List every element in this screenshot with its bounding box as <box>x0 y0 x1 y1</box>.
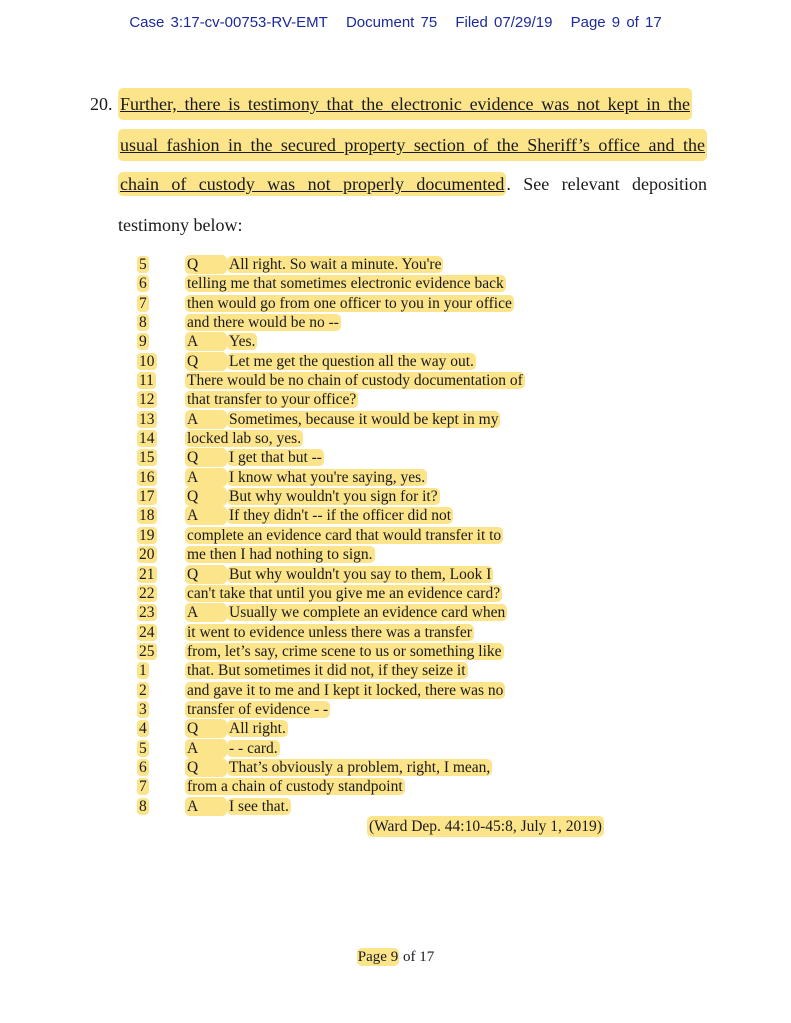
line-number <box>137 468 159 487</box>
line-number-text: 9 <box>139 333 147 351</box>
line-number-text: 7 <box>139 778 147 796</box>
line-number <box>137 661 159 680</box>
testimony-text: it went to evidence unless there was a transfer <box>187 623 472 641</box>
testimony-text: Usually we complete an evidence card when <box>229 604 506 622</box>
line-number-text: 5 <box>139 739 147 757</box>
testimony-text-block <box>185 681 505 700</box>
speaker-label: Q <box>185 719 227 738</box>
citation <box>367 818 604 836</box>
line-number <box>137 313 159 332</box>
line-number <box>137 739 159 758</box>
line-number <box>137 487 159 506</box>
line-number <box>137 565 159 584</box>
speaker-label: Q <box>185 448 227 467</box>
testimony-text: and there would be no -- <box>187 314 339 332</box>
plain-text: testimony below: <box>118 215 243 235</box>
testimony-text: me then I had nothing to sign. <box>187 546 373 564</box>
testimony-text-block <box>185 661 468 680</box>
line-number-text: 11 <box>139 372 154 390</box>
line-number-text: 8 <box>139 314 147 332</box>
testimony-text-block <box>185 468 427 487</box>
speaker-label: A <box>185 797 227 816</box>
line-number-text: 13 <box>139 410 155 428</box>
speaker-label: Q <box>185 255 227 274</box>
testimony-text-block <box>185 758 492 777</box>
testimony-text-block <box>185 371 525 390</box>
testimony-text-block <box>185 700 330 719</box>
testimony-text-block <box>185 448 324 467</box>
testimony-text-block <box>185 797 291 816</box>
testimony-text-block <box>185 274 506 293</box>
testimony-text: But why wouldn't you sign for it? <box>229 488 438 506</box>
speaker-label: A <box>185 739 227 758</box>
testimony-text: Yes. <box>229 333 256 351</box>
line-number-text: 12 <box>139 391 155 409</box>
line-number <box>137 642 159 661</box>
testimony-text-block <box>185 352 476 371</box>
testimony-text-block <box>185 390 358 409</box>
testimony-text: There would be no chain of custody documentation of <box>187 372 523 390</box>
paragraph-number: 20. <box>90 94 113 114</box>
line-number <box>137 623 159 642</box>
testimony-text: and gave it to me and I kept it locked, there was no <box>187 681 504 699</box>
testimony-text: - - card. <box>229 739 278 757</box>
testimony-text-block <box>185 526 503 545</box>
line-number <box>137 410 159 429</box>
speaker-label: Q <box>185 487 227 506</box>
testimony-text-block <box>185 506 453 525</box>
speaker-label: Q <box>185 758 227 777</box>
testimony-text: that. But sometimes it did not, if they seize it <box>187 662 466 680</box>
testimony-text: transfer of evidence - - <box>187 700 329 718</box>
line-number <box>137 352 159 371</box>
testimony-text-block <box>185 255 443 274</box>
testimony-text: from a chain of custody standpoint <box>187 778 403 796</box>
line-number-text: 17 <box>139 488 155 506</box>
paragraph-line <box>90 129 705 170</box>
testimony-text-block <box>185 584 502 603</box>
footer-page-label: Page 9 <box>357 949 399 965</box>
testimony-text: All right. So wait a minute. You're <box>229 256 442 273</box>
line-number-text: 20 <box>139 546 155 564</box>
speaker-label: A <box>185 410 227 429</box>
line-number <box>137 429 159 448</box>
testimony-text: Let me get the question all the way out. <box>229 352 474 370</box>
line-number <box>137 681 159 700</box>
testimony-text: I get that but -- <box>229 449 322 467</box>
testimony-text-block <box>185 313 341 332</box>
footer-total: of 17 <box>399 949 435 965</box>
speaker-label: Q <box>185 565 227 584</box>
testimony-text: Sometimes, because it would be kept in my <box>229 410 499 428</box>
line-number <box>137 777 159 796</box>
line-number-text: 15 <box>139 449 155 467</box>
testimony-text-block <box>185 623 474 642</box>
speaker-label: A <box>185 468 227 487</box>
paragraph-line-3 <box>118 170 707 198</box>
paragraph-20 <box>90 88 705 252</box>
line-number <box>137 603 159 622</box>
filed-date: Filed 07/29/19 <box>455 14 553 31</box>
testimony-text: from, let’s say, crime scene to us or something like <box>187 642 502 660</box>
line-number <box>137 719 159 738</box>
line-number-text: 16 <box>139 468 155 486</box>
speaker-label: Q <box>185 352 227 371</box>
header-page: Page 9 of 17 <box>570 14 662 31</box>
testimony-text: But why wouldn't you say to them, Look I <box>229 565 492 583</box>
testimony-text-block <box>185 545 375 564</box>
testimony-text: then would go from one officer to you in your office <box>187 294 512 312</box>
testimony-text: complete an evidence card that would transfer it to <box>187 526 502 544</box>
testimony-text: that transfer to your office? <box>187 391 357 409</box>
testimony-text: That’s obviously a problem, right, I mean, <box>229 758 491 776</box>
page-footer <box>0 949 791 966</box>
highlighted-text: chain of custody was not properly documented <box>120 174 505 194</box>
testimony-text-block <box>185 719 288 738</box>
line-number-text: 22 <box>139 584 155 602</box>
paragraph-line <box>90 211 705 252</box>
line-number <box>137 758 159 777</box>
testimony-text-block <box>185 429 303 448</box>
testimony-text: If they didn't -- if the officer did not <box>229 507 452 525</box>
testimony-text-block <box>185 487 440 506</box>
line-number-text: 19 <box>139 526 155 544</box>
line-number-text: 4 <box>139 720 147 738</box>
testimony-text-block <box>185 739 280 758</box>
highlighted-text: Further, there is testimony that the electronic evidence was not kept in the <box>118 88 692 120</box>
testimony-text: I know what you're saying, yes. <box>229 468 426 486</box>
line-number <box>137 274 159 293</box>
line-number <box>137 506 159 525</box>
highlighted-text: usual fashion in the secured property section of the Sheriff’s office and the <box>118 129 707 161</box>
line-number <box>137 255 159 274</box>
line-number-text: 2 <box>139 681 147 699</box>
testimony-text-block <box>185 642 504 661</box>
line-number <box>137 797 159 816</box>
line-number-text: 18 <box>139 507 155 525</box>
testimony-text-block <box>185 565 493 584</box>
line-number-text: 7 <box>139 294 147 312</box>
line-number <box>137 448 159 467</box>
line-number-text: 14 <box>139 430 155 448</box>
line-number-text: 8 <box>139 797 147 815</box>
testimony-text: telling me that sometimes electronic evidence back <box>187 275 504 293</box>
line-number-text: 6 <box>139 758 147 776</box>
testimony-text: locked lab so, yes. <box>187 430 302 448</box>
testimony-text-block <box>185 294 514 313</box>
line-number-text: 10 <box>139 352 155 370</box>
line-number-text: 21 <box>139 565 155 583</box>
line-number-text: 24 <box>139 623 155 641</box>
line-number <box>137 700 159 719</box>
line-number-text: 25 <box>139 642 155 660</box>
case-header <box>0 14 791 31</box>
line-number-text: 3 <box>139 700 147 718</box>
line-number <box>137 584 159 603</box>
paragraph-line <box>90 170 705 211</box>
paragraph-line <box>90 88 705 129</box>
line-number-text: 5 <box>139 256 147 273</box>
citation-text: (Ward Dep. 44:10-45:8, July 1, 2019) <box>369 818 602 835</box>
testimony-text-block <box>185 777 405 796</box>
speaker-label: A <box>185 603 227 622</box>
line-number <box>137 526 159 545</box>
speaker-label: A <box>185 332 227 351</box>
line-number <box>137 332 159 351</box>
document-number: Document 75 <box>345 14 438 31</box>
line-number-text: 6 <box>139 275 147 293</box>
testimony-text-block <box>185 332 257 351</box>
line-number-text: 1 <box>139 662 147 680</box>
line-number <box>137 545 159 564</box>
line-number <box>137 294 159 313</box>
speaker-label: A <box>185 506 227 525</box>
case-number: Case 3:17-cv-00753-RV-EMT <box>129 14 328 31</box>
testimony-text: can't take that until you give me an evidence card? <box>187 584 501 602</box>
line-number <box>137 371 159 390</box>
testimony-text: All right. <box>229 720 286 738</box>
line-number-text: 23 <box>139 604 155 622</box>
plain-text: . See relevant deposition <box>506 174 707 194</box>
testimony-text: I see that. <box>229 797 289 815</box>
testimony-text-block <box>185 603 507 622</box>
line-number <box>137 390 159 409</box>
testimony-text-block <box>185 410 500 429</box>
